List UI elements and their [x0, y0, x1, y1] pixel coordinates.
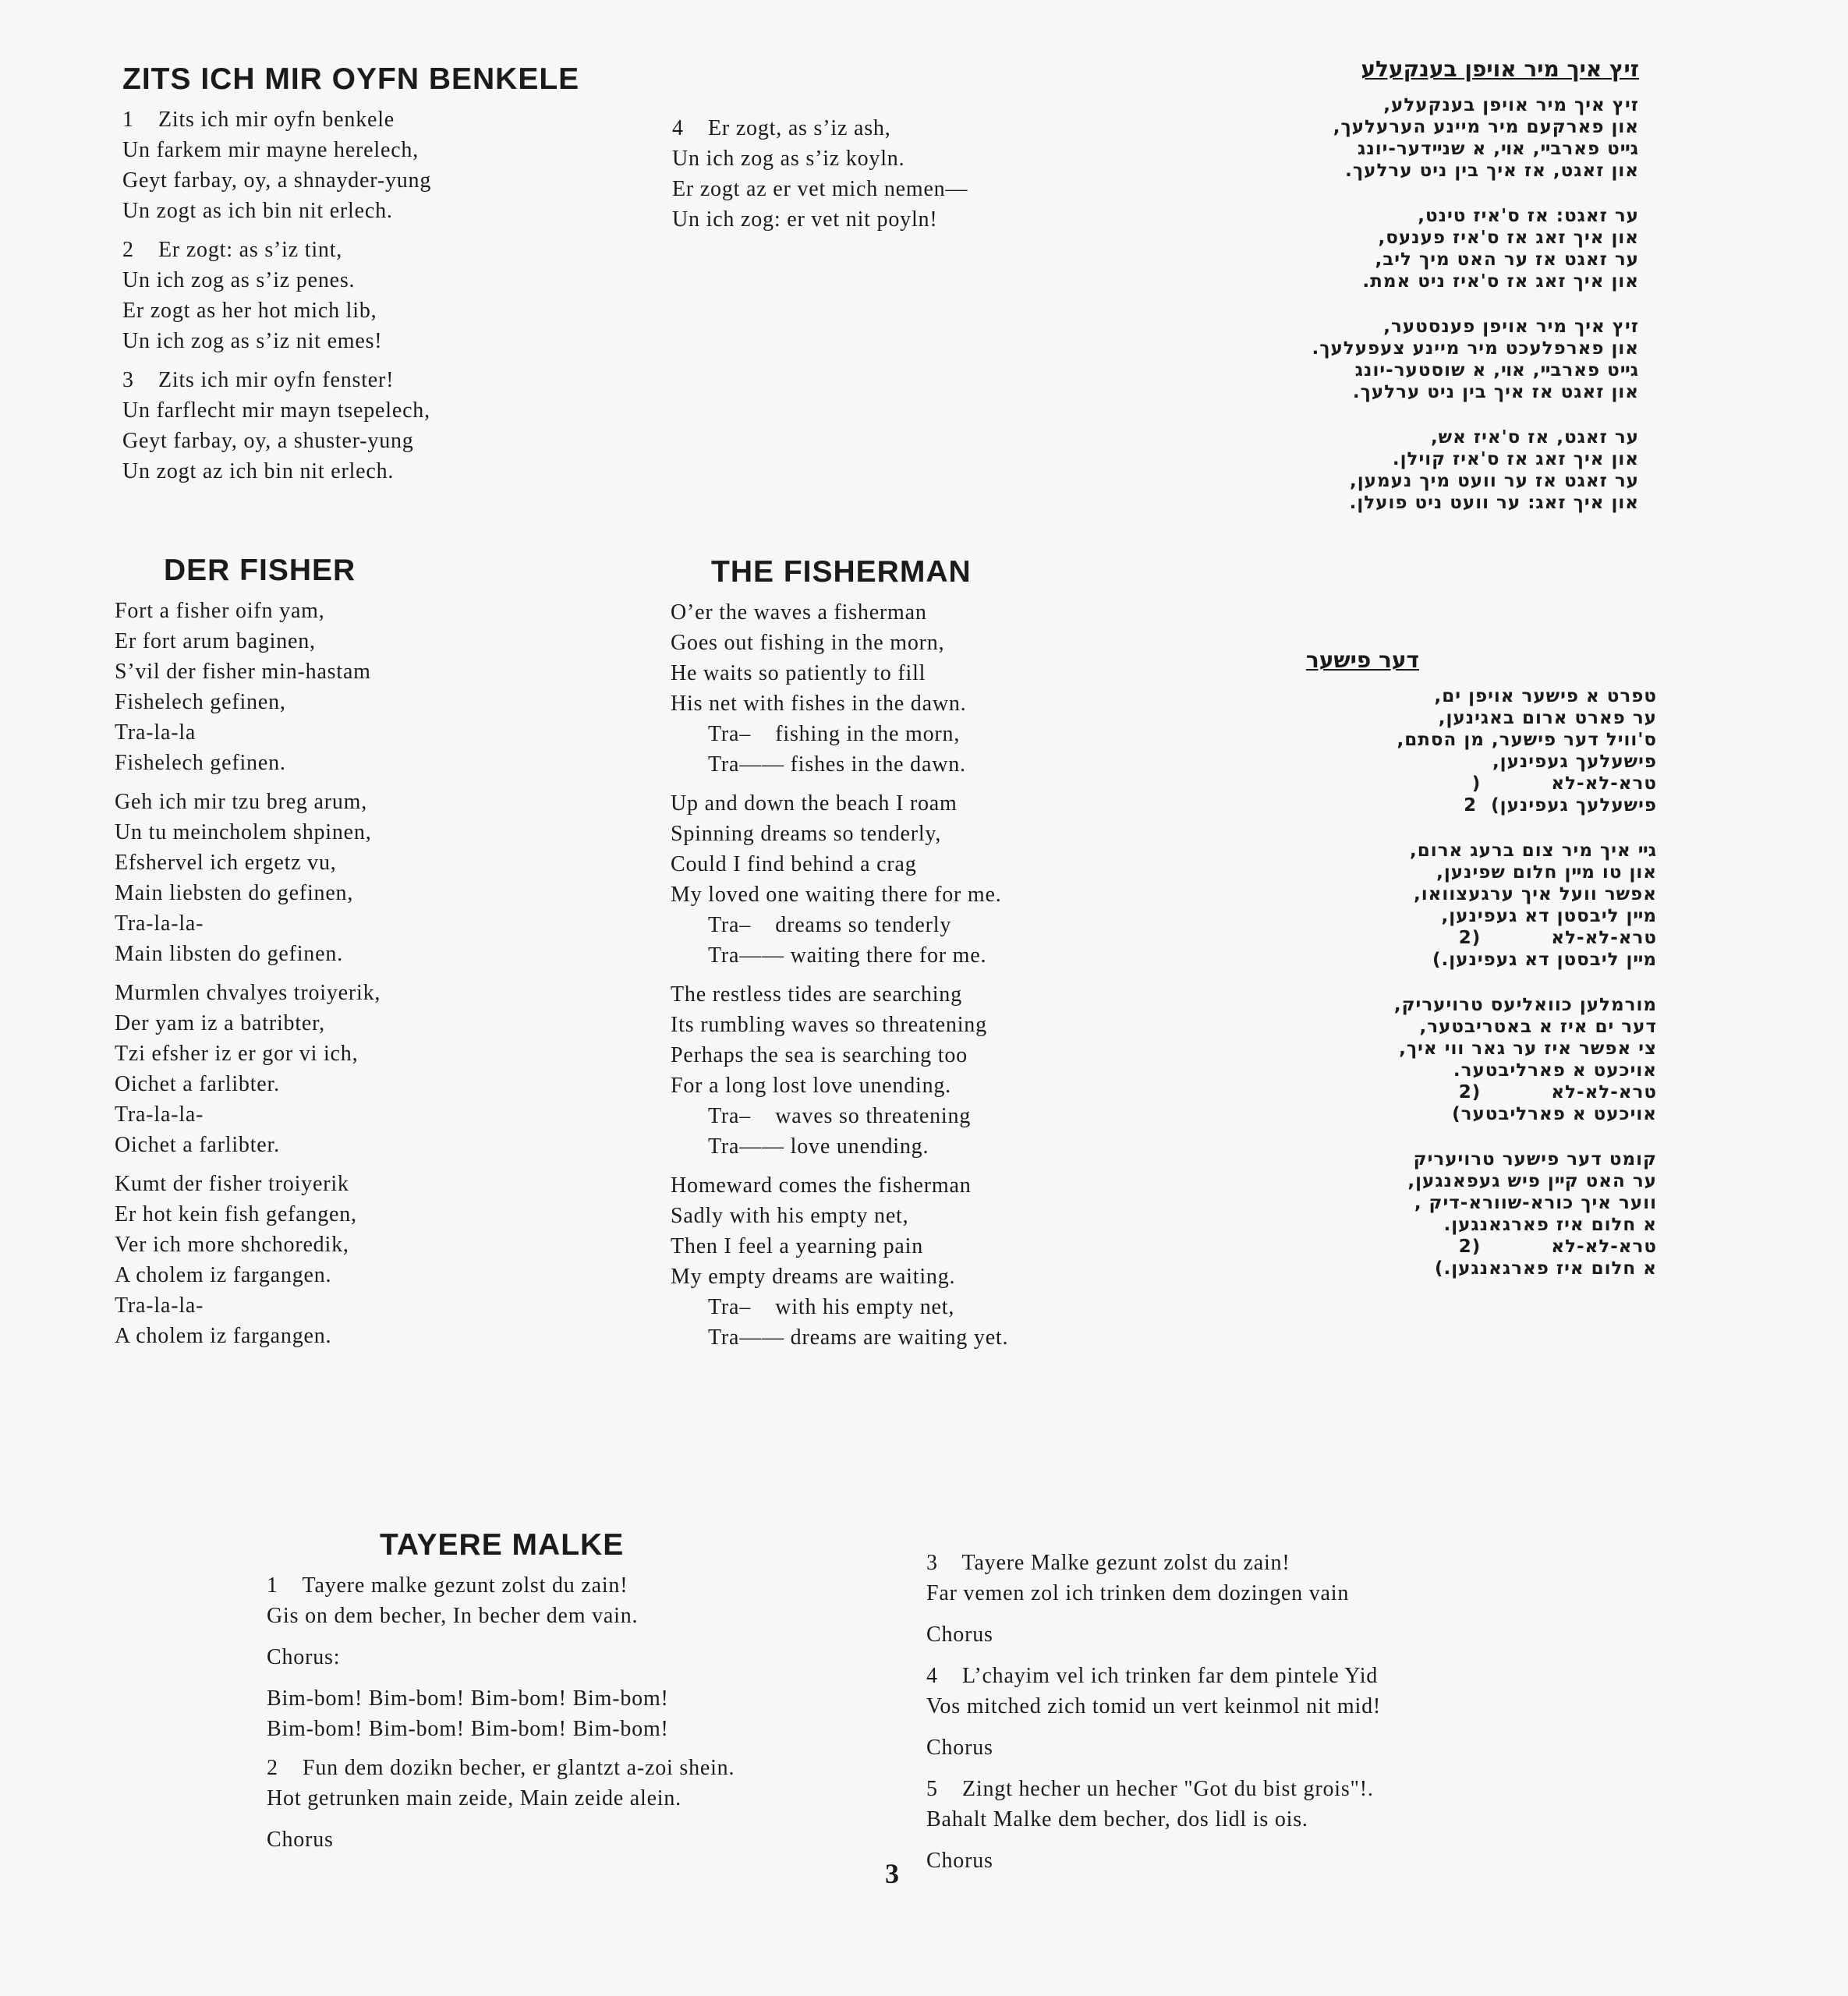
zits-title: ZITS ICH MIR OYFN BENKELE — [122, 62, 580, 96]
stanza — [115, 596, 614, 778]
lyric-line: Tzi efsher iz er gor vi ich, — [115, 1042, 359, 1066]
lyric-line: ס'וויל דער פישער, מן הסתם, — [1397, 730, 1657, 750]
lyric-line: Bahalt Malke dem becher, dos lidl is ois. — [926, 1807, 1308, 1831]
lyric-line: Tra– fishing in the morn, — [708, 722, 961, 746]
lyric-line: גײט פארבײ, אױ, א שנײדער-יונג — [1358, 139, 1639, 159]
lyric-line: Tra-la-la- — [115, 1102, 204, 1127]
fisher-lyrics — [115, 596, 614, 1351]
lyric-line: Fishelech gefinen, — [115, 690, 286, 714]
lyric-line: Tra-la-la- — [115, 1294, 204, 1318]
lyric-line: זיץ איך מיר אויפן פענסטער, — [1383, 317, 1639, 337]
lyric-line: אויכעט א פארליבטער. — [1453, 1060, 1657, 1081]
lyric-line: Un ich zog as s’iz nit emes! — [122, 329, 383, 353]
page-number: 3 — [885, 1858, 899, 1889]
malke-stanza-3 — [926, 1548, 1706, 1608]
yiddish-zits-lyrics — [1185, 94, 1639, 514]
lyric-line: טרא-לא-לא (2 — [1458, 928, 1657, 948]
lyric-line: Un zogt as ich bin nit erlech. — [122, 199, 393, 223]
lyric-line: My empty dreams are waiting. — [671, 1265, 956, 1289]
lyric-line: Fort a fisher oifn yam, — [115, 599, 325, 623]
malke-stanza-4 — [926, 1661, 1706, 1722]
lyric-line: Main libsten do gefinen. — [115, 942, 343, 966]
fisherman-title: THE FISHERMAN — [711, 555, 972, 589]
lyric-line: Goes out fishing in the morn, — [671, 631, 945, 655]
lyric-line: His net with fishes in the dawn. — [671, 692, 967, 716]
yiddish-stanza — [1185, 426, 1639, 514]
lyric-line: Un farkem mir mayne herelech, — [122, 138, 420, 162]
yiddish-zits-title: זיץ איך מיר אויפן בענקעלע — [1361, 56, 1639, 82]
malke-chorus — [267, 1683, 906, 1744]
malke-chorus-ref: Chorus — [267, 1828, 334, 1852]
lyric-line: Bim-bom! Bim-bom! Bim-bom! Bim-bom! — [267, 1686, 669, 1711]
lyric-line: 3 Zits ich mir oyfn fenster! — [122, 368, 395, 392]
lyric-line: פישעלעך געפינען) 2 — [1464, 795, 1657, 816]
lyric-line: Ver ich more shchoredik, — [115, 1233, 349, 1257]
lyric-line: און איך זאג אז ס'איז ניט אמת. — [1362, 271, 1639, 292]
stanza — [115, 978, 614, 1160]
lyric-line: צי אפשר איז ער גאר ווי איך, — [1399, 1039, 1657, 1059]
malke-section — [267, 1528, 906, 1866]
lyric-line: טרא-לא-לא (2 — [1458, 1237, 1657, 1257]
lyric-line: 5 Zingt hecher un hecher "Got du bist grois"!. — [926, 1777, 1374, 1801]
yiddish-stanza — [1185, 316, 1639, 403]
lyric-line: My loved one waiting there for me. — [671, 883, 1002, 907]
stanza — [671, 979, 1107, 1162]
lyric-line: Er fort arum baginen, — [115, 629, 316, 653]
lyric-line: Un ich zog: er vet nit poyln! — [672, 207, 938, 232]
lyric-line: ער זאגט אז ער וועט מיך נעמען, — [1350, 471, 1639, 491]
yiddish-zits-section — [1185, 56, 1639, 537]
yiddish-stanza — [1201, 685, 1657, 816]
malke-chorus-ref: Chorus — [926, 1849, 993, 1873]
malke-chorus-ref: Chorus — [926, 1736, 993, 1760]
lyric-line: מײן ליבסטן דא געפינען.) — [1432, 950, 1657, 970]
lyric-line: און זאגט, אז איך בין ניט ערלעך. — [1345, 161, 1639, 181]
lyric-line: Oichet a farlibter. — [115, 1072, 280, 1096]
yiddish-stanza — [1185, 94, 1639, 182]
lyric-line: אויכעט א פארליבטער) — [1452, 1104, 1657, 1124]
lyric-line: Gis on dem becher, In becher dem vain. — [267, 1604, 639, 1628]
lyric-line: 4 Er zogt, as s’iz ash, — [672, 116, 891, 140]
lyric-line: דער ים איז א באטריבטער, — [1419, 1017, 1657, 1037]
lyric-line: און איך זאג אז ס'איז פענעס, — [1378, 228, 1639, 248]
lyric-line: גײ איך מיר צום ברעג ארום, — [1410, 841, 1657, 861]
lyric-line: Tra—— waiting there for me. — [708, 943, 987, 968]
lyric-line: Hot getrunken main zeide, Main zeide alein. — [267, 1786, 681, 1810]
lyric-line: Geh ich mir tzu breg arum, — [115, 790, 368, 814]
lyric-line: קומט דער פישער טרויעריק — [1413, 1149, 1657, 1170]
malke-stanza-5 — [926, 1774, 1706, 1835]
lyric-line: Perhaps the sea is searching too — [671, 1043, 968, 1067]
yiddish-stanza — [1201, 994, 1657, 1125]
lyric-line: Sadly with his empty net, — [671, 1204, 909, 1228]
lyric-line: Spinning dreams so tenderly, — [671, 822, 942, 846]
lyric-line: Tra– waves so threatening — [708, 1104, 972, 1128]
malke-title: TAYERE MALKE — [380, 1528, 625, 1562]
fisherman-section — [671, 555, 1107, 1361]
stanza — [671, 1170, 1107, 1353]
yiddish-fisher-section — [1201, 647, 1657, 1303]
yiddish-stanza — [1201, 840, 1657, 971]
lyric-line: ער זאגט: אז ס'איז טינט, — [1418, 206, 1639, 226]
lyric-line: Er zogt as her hot mich lib, — [122, 299, 377, 323]
lyric-line: און איך זאג: ער וועט ניט פועלן. — [1349, 493, 1639, 513]
stanza — [115, 787, 614, 969]
lyric-line: זיץ איך מיר אויפן בענקעלע, — [1383, 95, 1639, 115]
lyric-line: Vos mitched zich tomid un vert keinmol nit mid! — [926, 1694, 1382, 1718]
lyric-line: ער האט קײן פיש געפאנגען, — [1407, 1171, 1657, 1191]
lyric-line: He waits so patiently to fill — [671, 661, 926, 685]
lyric-line: O’er the waves a fisherman — [671, 600, 927, 625]
lyric-line: For a long lost love unending. — [671, 1074, 951, 1098]
yiddish-stanza — [1185, 205, 1639, 292]
lyric-line: Geyt farbay, oy, a shuster-yung — [122, 429, 414, 453]
lyric-line: און זאגט אז איך בין ניט ערלעך. — [1352, 382, 1639, 402]
lyric-line: Main liebsten do gefinen, — [115, 881, 354, 905]
lyric-line: און טו מײן חלום שפינען, — [1436, 862, 1657, 883]
lyric-line: Oichet a farlibter. — [115, 1133, 280, 1157]
lyric-line: Der yam iz a batribter, — [115, 1011, 325, 1035]
lyric-line: ער זאגט אז ער האט מיך ליב, — [1375, 250, 1639, 270]
zits-section — [122, 62, 606, 495]
lyric-line: Murmlen chvalyes troiyerik, — [115, 981, 381, 1005]
lyric-line: Tra– with his empty net, — [708, 1295, 955, 1319]
lyric-line: און פארקעם מיר מיינע הערעלעך, — [1333, 117, 1639, 137]
lyric-line: Un ich zog as s’iz penes. — [122, 268, 356, 292]
fisherman-lyrics — [671, 597, 1107, 1353]
lyric-line: 1 Zits ich mir oyfn benkele — [122, 108, 395, 132]
lyric-line: Geyt farbay, oy, a shnayder-yung — [122, 168, 432, 193]
lyric-line: 2 Er zogt: as s’iz tint, — [122, 238, 343, 262]
lyric-line: ער זאגט, אז ס'איז אש, — [1430, 427, 1639, 448]
fisher-title: DER FISHER — [164, 554, 356, 587]
stanza — [671, 788, 1107, 971]
lyric-line: מײן ליבסטן דא געפינען, — [1441, 906, 1657, 926]
stanza — [671, 597, 1107, 780]
lyric-line: 3 Tayere Malke gezunt zolst du zain! — [926, 1551, 1290, 1575]
stanza — [122, 104, 606, 226]
lyric-line: Tra—— love unending. — [708, 1134, 929, 1159]
lyric-line: גײט פארבײ, אױ, א שוסטער-יונג — [1354, 360, 1639, 380]
malke-right-column — [926, 1548, 1706, 1887]
lyric-line: Its rumbling waves so threatening — [671, 1013, 987, 1037]
stanza — [122, 365, 606, 487]
lyric-line: פישעלעך געפינען, — [1492, 752, 1657, 772]
malke-chorus-ref: Chorus — [926, 1623, 993, 1647]
lyric-line: Tra– dreams so tenderly — [708, 913, 952, 937]
lyric-line: Fishelech gefinen. — [115, 751, 286, 775]
lyric-line: טפרט א פישער אויפן ים, — [1434, 686, 1657, 706]
lyric-line: Er zogt az er vet mich nemen— — [672, 177, 968, 201]
lyric-line: ווער איך כורא-שוורא-דיק , — [1414, 1193, 1657, 1213]
lyric-line: ער פארט ארום באגינען, — [1438, 708, 1657, 728]
lyric-line: טרא-לא-לא ( — [1471, 773, 1657, 794]
lyric-line: Tra-la-la — [115, 720, 196, 745]
lyric-line: Er hot kein fish gefangen, — [115, 1202, 357, 1226]
malke-stanza-1 — [267, 1570, 906, 1631]
lyric-line: מורמלען כוואליעס טרויעריק, — [1393, 995, 1657, 1015]
lyric-line: Tra-la-la- — [115, 911, 204, 936]
lyric-line: 4 L’chayim vel ich trinken far dem pintele Yid — [926, 1664, 1379, 1688]
lyric-line: Tra—— fishes in the dawn. — [708, 752, 966, 777]
lyric-line: 2 Fun dem dozikn becher, er glantzt a-zoi shein. — [267, 1756, 735, 1780]
lyric-line: Far vemen zol ich trinken dem dozingen vain — [926, 1581, 1350, 1605]
lyric-line: Efshervel ich ergetz vu, — [115, 851, 337, 875]
yiddish-stanza — [1201, 1148, 1657, 1279]
lyric-line: A cholem iz fargangen. — [115, 1263, 332, 1287]
zits-stanza-4 — [672, 113, 1156, 235]
lyric-line: א חלום איז פארגאנגען. — [1443, 1215, 1657, 1235]
lyric-line: אפשר וועל איך ערגעצוואו, — [1414, 884, 1657, 904]
lyric-line: Then I feel a yearning pain — [671, 1234, 924, 1258]
lyric-line: Up and down the beach I roam — [671, 791, 958, 816]
lyric-line: A cholem iz fargangen. — [115, 1324, 332, 1348]
lyric-line: Tra—— dreams are waiting yet. — [708, 1325, 1009, 1350]
lyric-line: Homeward comes the fisherman — [671, 1173, 972, 1198]
lyric-line: Could I find behind a crag — [671, 852, 917, 876]
lyric-line: טרא-לא-לא (2 — [1458, 1082, 1657, 1102]
malke-stanza-2 — [267, 1753, 906, 1814]
lyric-line: S’vil der fisher min-hastam — [115, 660, 371, 684]
fisher-section — [115, 554, 614, 1360]
lyric-line: Un zogt az ich bin nit erlech. — [122, 459, 395, 483]
lyric-line: The restless tides are searching — [671, 982, 962, 1007]
lyric-line: א חלום איז פארגאנגען.) — [1434, 1258, 1657, 1279]
stanza — [122, 235, 606, 356]
lyric-line: און איך זאג אז ס'איז קוילן. — [1392, 449, 1639, 469]
lyric-line: און פארפלעכט מיר מיינע צעפעלעך. — [1312, 338, 1639, 359]
zits-lyrics — [122, 104, 606, 487]
lyric-line: Un farflecht mir mayn tsepelech, — [122, 398, 430, 423]
malke-chorus-label: Chorus: — [267, 1645, 341, 1669]
yiddish-fisher-title: דער פישער — [1305, 647, 1419, 673]
lyric-line: Bim-bom! Bim-bom! Bim-bom! Bim-bom! — [267, 1717, 669, 1741]
stanza — [115, 1169, 614, 1351]
lyric-line: Un tu meincholem shpinen, — [115, 820, 372, 844]
yiddish-fisher-lyrics — [1201, 685, 1657, 1279]
lyric-line: 1 Tayere malke gezunt zolst du zain! — [267, 1573, 628, 1598]
lyric-line: Un ich zog as s’iz koyln. — [672, 147, 905, 171]
lyric-line: Kumt der fisher troiyerik — [115, 1172, 349, 1196]
